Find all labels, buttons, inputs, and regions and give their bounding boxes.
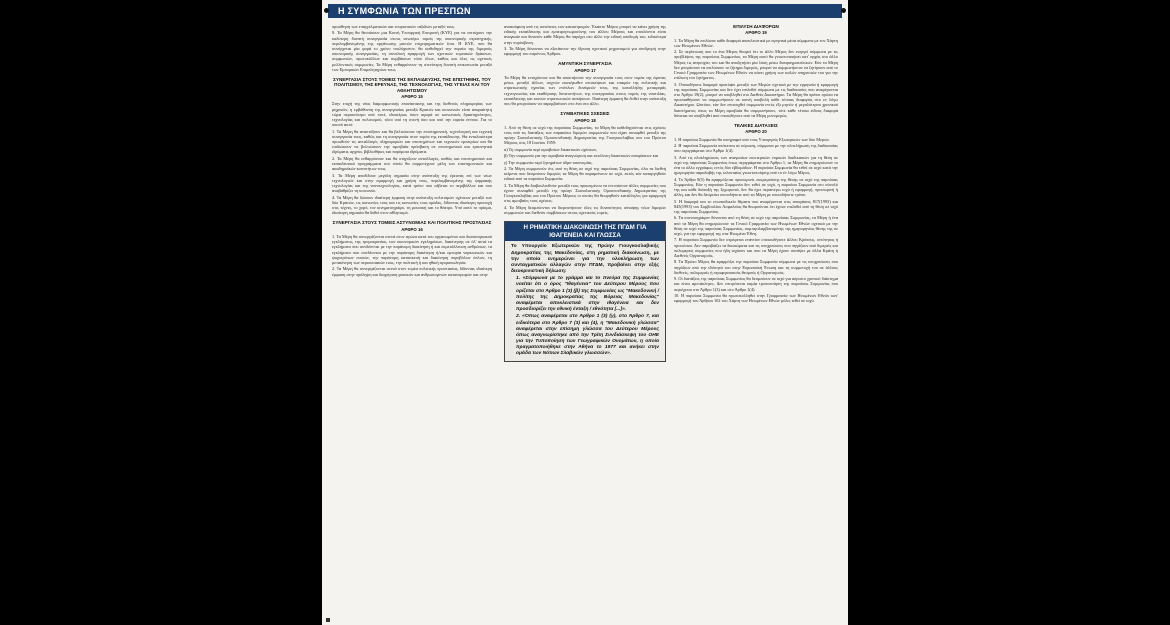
paragraph: 7. Η παρούσα Συμφωνία δεν στρέφεται εναντίον οποιουδήποτε άλλου Κράτους, οντότητας ή προσώπου. Δεν παραβιάζει τα δικαιώματα και τις υποχρεώσεις που πηγάζουν από διμερείς και πολυμερείς συμφωνίες που ήδη ισχύουν και που τα Μέρη έχουν συνάψει με άλλα Κράτη ή Διεθνείς Οργανισμούς. [674,237,838,259]
paragraph: 3. Τα Μέρη δύνανται να εξετάσουν την ίδρυση σχετικού μηχανισμού για συνδρομή στην εφαρμογή του παρόντος Άρθρου. [504,46,666,57]
article-number: ΑΡΘΡΟ 20 [745,129,767,135]
paragraph: 2. Τα Μέρη θα ενθαρρύνουν και θα στηρίζουν ανταλλαγές, καθώς και επιστημονικά και εκπαιδευτικά προγράμματα στο οποίο θα συμμετέχουν μέλη των επιστημονικών και ακαδημαϊκών κοινοτήτων τους. [332,155,492,172]
paragraph: 2. Η παρούσα Συμφωνία υπόκειται σε κύρωση, σύμφωνα με την ολοκλήρωση της διαδικασίας που περιγράφεται στο Άρθρο 1(4). [674,143,838,154]
page-header [328,4,842,18]
article-number: ΑΡΘΡΟ 18 [574,117,596,123]
statement-box-title: Η ΡΗΜΑΤΙΚΗ ΔΙΑΚΟΙΝΩΣΗ ΤΗΣ ΠΓΔΜ ΓΙΑ ΙΘΑΓΕΝΕΙΑ ΚΑΙ ΓΛΩΣΣΑ [505,222,665,241]
paragraph: 4. Το Άρθρο 8(5) θα εφαρμόζεται προσωρινά, εκκρεμούσης της θέσης σε ισχύ της παρούσας Συμφωνίας. Εάν η παρούσα Συμφωνία δεν τεθεί σε ισχύ, η παρούσα Συμφωνία στο σύνολό της και κάθε διάταξή της ξεχωριστά, δεν θα έχει περαιτέρω ισχύ ή εφαρμογή, προσωρινή ή άλλη, και δεν θα δεσμεύει οποιοδήποτε από τα Μέρη με οποιοδήποτε τρόπο. [674,176,838,198]
paragraph: 6. Τα συνυπογράφον δύνανται από τη θέση σε ισχύ της παρούσας Συμφωνίας, τα Μέρη ή ένα από τα Μέρη θα ενημερώσουν τα Γενικό Γραμματέα των Ηνωμένων Εθνών σχετικά με την θέση σε ισχύ της παρούσας Συμφωνίας, συμπεριλαμβανομένης της ημερομηνίας θέσης της σε ισχύ, για την εφαρμογή της στα Ηνωμένα Έθνη. [674,215,838,237]
paragraph: 4. Τα Μέρη θα δώσουν ιδιαίτερη έμφαση στην ανάπτυξη πολιτισμών σχέσεων μεταξύ των δύο Κρατών, τις κοινωνίες τους και τις κοινωνίες τους ομάδες, δίδοντας ιδιαίτερη προσοχή στις τέχνες, το χορό, τον κινηματογράφο, τη μουσική και το θέατρο. Υπό αυτό το πρίσμα, ιδιαίτερη σημασία θα δοθεί στον αθλητισμό. [332,194,492,216]
paragraph: 3. Τα Μέρη αποδίδουν μεγάλη σημασία στην ανάπτυξη της έρευνας επί των νέων τεχνολογιών και στην εφαρμογή και χρήση τους, περιλαμβανομένης της ψηφιακής τεχνολογίας και της νανοτεχνολογίας, κατά τρόπο που σέβεται το περιβάλλον και που αναβαθμίζει τη κοινωνία. [332,172,492,194]
right-register-dot [841,8,846,13]
section-title: ΣΥΝΕΡΓΑΣΙΑ ΣΤΟΥΣ ΤΟΜΕΙΣ ΤΗΣ ΕΚΠΑΙΔΕΥΣΗΣ, ΤΗΣ ΕΠΙΣΤΗΜΗΣ, ΤΟΥ ΠΟΛΙΤΙΣΜΟΥ, ΤΗΣ ΕΡΕΥΝΑΣ, ΤΗΣ ΤΕΧΝΟΛΟΓΙΑΣ, ΤΗΣ ΥΓΕΙΑΣ ΚΑΙ ΤΟΥ ΑΘΛΗΤΙΣΜΟΥ [333,77,491,93]
column-right [674,24,838,624]
paragraph: 3. Τα Μέρη θα διαβουλευθούν μεταξύ τους προκειμένου να εντοπίσουν άλλες συμφωνίες που έχουν συναφθεί μεταξύ της πρώην Σοσιαλιστικής Ομοσπονδιακής Δημοκρατίας της Γιουγκοσλαβίας και του Πρώτου Μέρους οι οποίες θα θεωρηθούν κατάλληλες για εφαρμογή στις αμοιβαίες τους σχέσεις. [504,182,666,204]
section-title: ΑΜΥΝΤΙΚΗ ΣΥΝΕΡΓΑΣΙΑ [558,61,612,67]
paragraph: 3. Από τις ολοκληρώσεις των αναγκαίων εσωτερικών νομικών διαδικασιών για τη θέση σε ισχύ της παρούσας Συμφωνίας όπως περιγράφεται στο Άρθρο 1, τα Μέρη θα ενημερώσουν το ένα το άλλο εγγράφως εντός δύο εβδομάδων. Η παρούσα Συμφωνία θα τεθεί σε ισχύ κατά την ημερομηνία παραλαβής της τελευταίας γνωστοποίησης από το έν λόγω Μέρος. [674,154,838,176]
statement-box-body [505,241,665,357]
section-title: ΣΥΝΕΡΓΑΣΙΑ ΣΤΟΥΣ ΤΟΜΕΙΣ ΑΣΤΥΝΟΜΙΑΣ ΚΑΙ ΠΟΛΙΤΙΚΗΣ ΠΡΟΣΤΑΣΙΑΣ [332,220,492,226]
section-title: ΕΠΙΛΥΣΗ ΔΙΑΦΟΡΩΝ [733,24,779,29]
page-title: Η ΣΥΜΦΩΝΙΑ ΤΩΝ ΠΡΕΣΠΩΝ [338,6,471,16]
article-number: ΑΡΘΡΟ 16 [401,226,423,232]
statement-item: 1. «Σύμφωνα με το γράμμα και το πνεύμα της Συμφωνίας νοείται ότι ο όρος "Ιθαγένεια" του Δεύτερου Μέρους που ορίζεται στο Άρθρο 1 (3) (β) της Συμφωνίας ως "Μακεδονική / πολίτης της Δημοκρατίας της Βόρειας Μακεδονίας" αναφέρεται αποκλειστικά στην ιθαγένεια και δεν προσδιορίζει την εθνική ένταξη / εθνότητα [...]». [516,276,659,312]
paragraph: 4. Τα Μέρη δεσμεύονται να διερευνήσουν όλες τις δυνατότητες σύναψης νέων διμερών συμφωνιών και διεθνών συμβάσεων στους σχετικούς τομείς. [504,204,666,216]
paragraph: α) Τη συμφωνία περί αμοιβαίων δικαστικών σχέσεων, [504,146,598,152]
paragraph: Στην επιχή της νέας διαμορφωτικής επανάστασης και της διεθνούς πληροφορίας των μηχανών, η εμβάθυνση της συνεργασίας μεταξύ Κρατών και κοινωνιών είναι απαραίτητη τώρα περισσότερο από ποτέ, ιδιαιτέρως όσον αφορά σε κοινωνικές δραστηριότητες, τεχνολογίας και πολιτισμού, τόσο υπό τη στενή όσο και υπό την ευρεία έννοια. Για το σκοπό αυτό: [332,101,492,128]
article-number: ΑΡΘΡΟ 15 [401,94,423,100]
paragraph: προώθηση των επαγγελματικών και τουριστικών ταξιδιών μεταξύ τους. [332,24,456,29]
statement-box [504,221,666,362]
column-middle [504,24,666,624]
paragraph: 1. Τα Μέρη θα συνεργάζονται στενά στον αγώνα κατά του οργανωμένου και διασυνοριακού εγκλήματος, της τρομοκρατίας, των οικονομικών εγκλημάτων, διακίνησης σε όλ' αυτά τα εγκλήματα που συνδέονται με την παράνομη διακίνηση ή και εκμετάλλευση ανθρώπων, τα εγκλήματα που συνδέονται με την παράνομη διακίνηση ή/και εμπορία ναρκωτικών και ψυχοτρόπων ουσιών, την παράνομη κατασκευή και διακίνηση πυροβόλων όπλων, τη μετακίνηση των περιουσιακών τους, την πολιτική ή και ηθική αγοραπωλησία. [332,234,492,266]
paragraph: 1. Από τη θέση σε ισχύ της παρούσας Συμφωνίας, τα Μέρη θα καθοδηγούνται στις σχέσεις τους από τις διατάξεις των παρακάτω διμερών συμφωνιών που είχαν συναφθεί μεταξύ της πρώην Σοσιαλιστικής Ομοσπονδιακής Δημοκρατίας της Γιουγκοσλαβίας και του Πρώτου Μέρους στις 18 Ιουνίου 1959: [504,124,666,146]
paragraph: 2. Τα Μέρη θα συνεργάζονται στενά στον τομέα πολιτικής προστασίας, δίδοντας ιδιαίτερη έμφαση στην πρόληψη και διαχείριση φυσικών και ανθρωπογενών καταστροφών και στην [332,266,492,277]
paragraph: ανακούφιση από τις συνέπειες των καταστροφών. Έκαστο Μέρος μπορεί να κάνει χρήση της ειδικής εκπαίδευσης και εμπειρογνωμοσύνης του άλλου Μέρους και επιπλέοντα είναι αναγκαίο και δυνατόν κάθε Μέρος θα παρέχει στο άλλο την ειδική υποδομή του, ειδικότερα στην πυρόσβεση. [504,24,666,45]
paragraph: 2. Τα Μέρη συμφωνούν ότι, από τη θέση σε ισχύ της παρούσας Συμφωνίας, όλα τα διεθνή κείμενα που δεσμεύουν διμερώς τα Μέρη θα παραμείνουν σε ισχύ, εκτός εάν καταργηθούν ειδικά από τα παρούσα Συμφωνία. [504,166,666,182]
paragraph: γ) Την συμφωνία περί ζητημάτων ύδρο-οικονομίας. [504,159,593,165]
paragraph: Τα Μέρη θα ενισχύσουν και θα αποκτήσουν την συνεργασία τους στον τομέα της άμυνας μέσω, μεταξύ άλλων, συχνών εκατέρωθεν επισκέψεων και επαφών της πολιτικής και στρατιωτικής ηγεσίας των ενόπλων δυνάμεών τους, της καταλλήλης μεταφοράς τεχνογνωσίας και εκαθόρισης δυνατοτήτων, της συνεργασίας στους τομείς της ναυτιλίας, εκπαίδευσης και κοινών στρατιωτικών ασκήσεων. Ιδιαίτερη έμφαση θα δοθεί στην ανάπτυξη που θα μπορούσαν να παρεμβαίνουν στο ένα στο άλλο. [504,75,666,107]
left-register-dot [324,8,329,13]
paragraph: 3. Οποιαδήποτε διαφορά προκύψει μεταξύ των Μερών σχετικά με την ερμηνεία ή εφαρμογή της παρούσας Συμφωνίας και δεν έχει επιλυθεί σύμφωνα με τις διαδικασίες που αναφέρονται στο Άρθρο 19(2), μπορεί να υποβληθεί στο Διεθνές Δικαστήριο. Τα Μέρη θα πρέπει πρώτα να προσπαθήσουν να συμφωνήσουν σε κοινή υποβολή κάθε τέτοιας διαφοράς στο εν λόγω Δικαστήριο. Ωστόσο, εάν δεν επιτευχθεί συμφωνία εντός έξι μηνών ή μεγαλύτερου χρονικού διαστήματος όπως τα Μέρη αμοιβαία θα συμφωνήσουν, τότε κάθε τέτοια είδους διαφορά δύναται να υποβληθεί από οποιοδήποτε από τα Μέρη μονομερώς. [674,81,838,118]
article-number: ΑΡΘΡΟ 19 [745,30,767,36]
paragraph: 2. Σε περίπτωση που το ένα Μέρος θεωρεί ότι το άλλο Μέρος δεν ενεργεί σύμφωνα με τις προβλέψεις της παρούσας Συμφωνίας, τα Μέρη αυτό θα γνωστοποιήσει κατ' αρχάς στο άλλο Μέρος τις ανησυχίες του και θα αναζητήσει μία λύση μέσω διαπραγματεύσεων. Εάν τα Μέρη δεν μπορέσουν να επιλύσουν το ζήτημα διμερώς, μπορεί να συμφωνήσουν να ζητήσουν από το Γενικό Γραμματέα των Ηνωμένων Εθνών να κάνει χρήση των καλών υπηρεσιών του για την επίλυση του ζητήματος. [674,49,838,81]
paragraph: 8. Τα Πρώτο Μέρος θα εφαρμόζει την παρούσα Συμφωνία σύμφωνα με τις υποχρεώσεις που πηγάζουν από την ιδιότητά του στην Ευρωπαϊκή Ένωση και τη συμμετοχή του σε άλλους διεθνείς, πολυμερείς ή περιφερειακούς θεσμούς ή Οργανισμούς. [674,259,838,275]
article-number: ΑΡΘΡΟ 17 [574,67,596,73]
paragraph: 5. Η διαφορά και το ενωπιοδικείο θέματα που αναφέρονται στις αποφάσεις 817(1993) και 845(1993) του Συμβουλίου Ασφαλείας θα θεωρούνται ότι έχουν επιλυθεί από τη θέση σε ισχύ της παρούσας Συμφωνίας. [674,198,838,215]
column-left [332,24,492,624]
paragraph: 9. Τα Μέρη θα θεσπίσουν μια Κοινή Υπουργική Επιτροπή (ΚΥΕ) για να επιτύχουν την καλύτερη δυνατή συνεργασία στους ανωτέρω τομείς της οικονομικής στρατηγικής, περιλαμβανομένης της οργάνωσης μικτών επιχειρηματικών fora. Η ΚΥΕ, που θα συνέρχεται μία φορά το χρόνο τουλάχιστον, θα καθοδηγεί την πορεία της διμερούς οικονομικής συνεργασίας, τη συνολική εφαρμογή των σχετικών τομεακών δράσεων, συμφωνιών, πρωτοκόλλων και συμβάσεων τόσο όλων, καθώς και όλες τις σχετικές μελλοντικές συμφωνίες. Τα Μέρη ενθαρρύνουν τη στενότερη δυνατή επικοινωνία μεταξύ των Εμπορικών Επιμελητηρίων τους. [332,30,492,72]
paragraph: 9. Οι διατάξεις της παρούσας Συμφωνίας θα δεσμεύουν σε ισχύ για αόριστο χρονικό διάστημα και είναι αμετάκλητες. Δεν επιτρέπεται καμία τροποποίηση της παρούσας Συμφωνίας που περιέχεται στο Άρθρο 1(3) και στο Άρθρο 1(4). [674,276,838,292]
paragraph: 1. Τα Μέρη θα αναπτύξουν και θα βελτιώσουν την επιστημονική, τεχνολογική και τεχνική συνεργασία τους, καθώς και τη συνεργασία στον τομέα της εκπαίδευσης. Θα ενταλαιότερα προωθούν τις ανταλλαγές πληροφοριών και επιστημόνων και τεχνικών εμπειρίων και θα επιδιώκουν να βελτιώσουν την αμοιβαία πρόσβαση σε επιστημονικά και ερευνητικά ιδρύματα, αρχεία, βιβλιοθήκες και παρόμοια ιδρύματα. [332,128,492,155]
paragraph: 1. Τα Μέρη θα επιλύουν κάθε διαφορά αποκλειστικά με ειρηνικά μέσα σύμφωνα με τον Χάρτη των Ηνωμένων Εθνών. [674,37,838,48]
section-title: ΣΥΜΒΑΤΙΚΕΣ ΣΧΕΣΕΙΣ [560,111,610,117]
paragraph: 10. Η παρούσα Συμφωνία θα πρωτοκολληθεί στην Γραμματεία των Ηνωμένων Εθνών κατ' εφαρμογή του Άρθρου 102 του Χάρτη των Ηνωμένων Εθνών μόλις τεθεί σε ισχύ. [674,293,838,304]
paragraph: β) Την συμφωνία για την αμοιβαία αναγνώριση και εκτέλεση δικαστικών αποφάσεων και [504,153,659,159]
section-title: ΤΕΛΙΚΕΣ ΔΙΑΤΑΞΕΙΣ [734,123,778,129]
register-mark [326,618,330,622]
newspaper-page [322,0,848,625]
statement-intro: Το Υπουργείο Εξωτερικών της Πρώην Γιουγκοσλαβικής Δημοκρατίας της Μακεδονίας, στη ρηματική διακοίνωση, με την οποία ενημερώνει για την ολοκλήρωση των συνταγματικών αλλαγών στην ΠΓΔΜ, προβαίνει στην εξής διευκρινιστική δήλωση: [511,244,659,274]
paragraph: 1. Η παρούσα Συμφωνία θα υπογραφεί από τους Υπουργούς Εξωτερικών των δύο Μερών. [674,136,830,142]
statement-item: 2. «Όπως αναφέρεται στο Άρθρο 1 (3) (γ), στο Άρθρο 7, και ειδικότερα στο Άρθρο 7 (3) και (4), η "Μακεδονική γλώσσα" αναφέρεται στην επίσημη γλώσσα του Δεύτερου Μέρους όπως αναγνωρίστηκε από την Τρίτη Συνδιάσκεψη του ΟΗΕ για την Τυποποίηση των Γεωγραφικών Ονομάτων, η οποία πραγματοποιήθηκε στην Αθήνα το 1977 και ανήκει στην ομάδα των Νότιων Σλαβικών γλωσσών». [516,314,659,356]
